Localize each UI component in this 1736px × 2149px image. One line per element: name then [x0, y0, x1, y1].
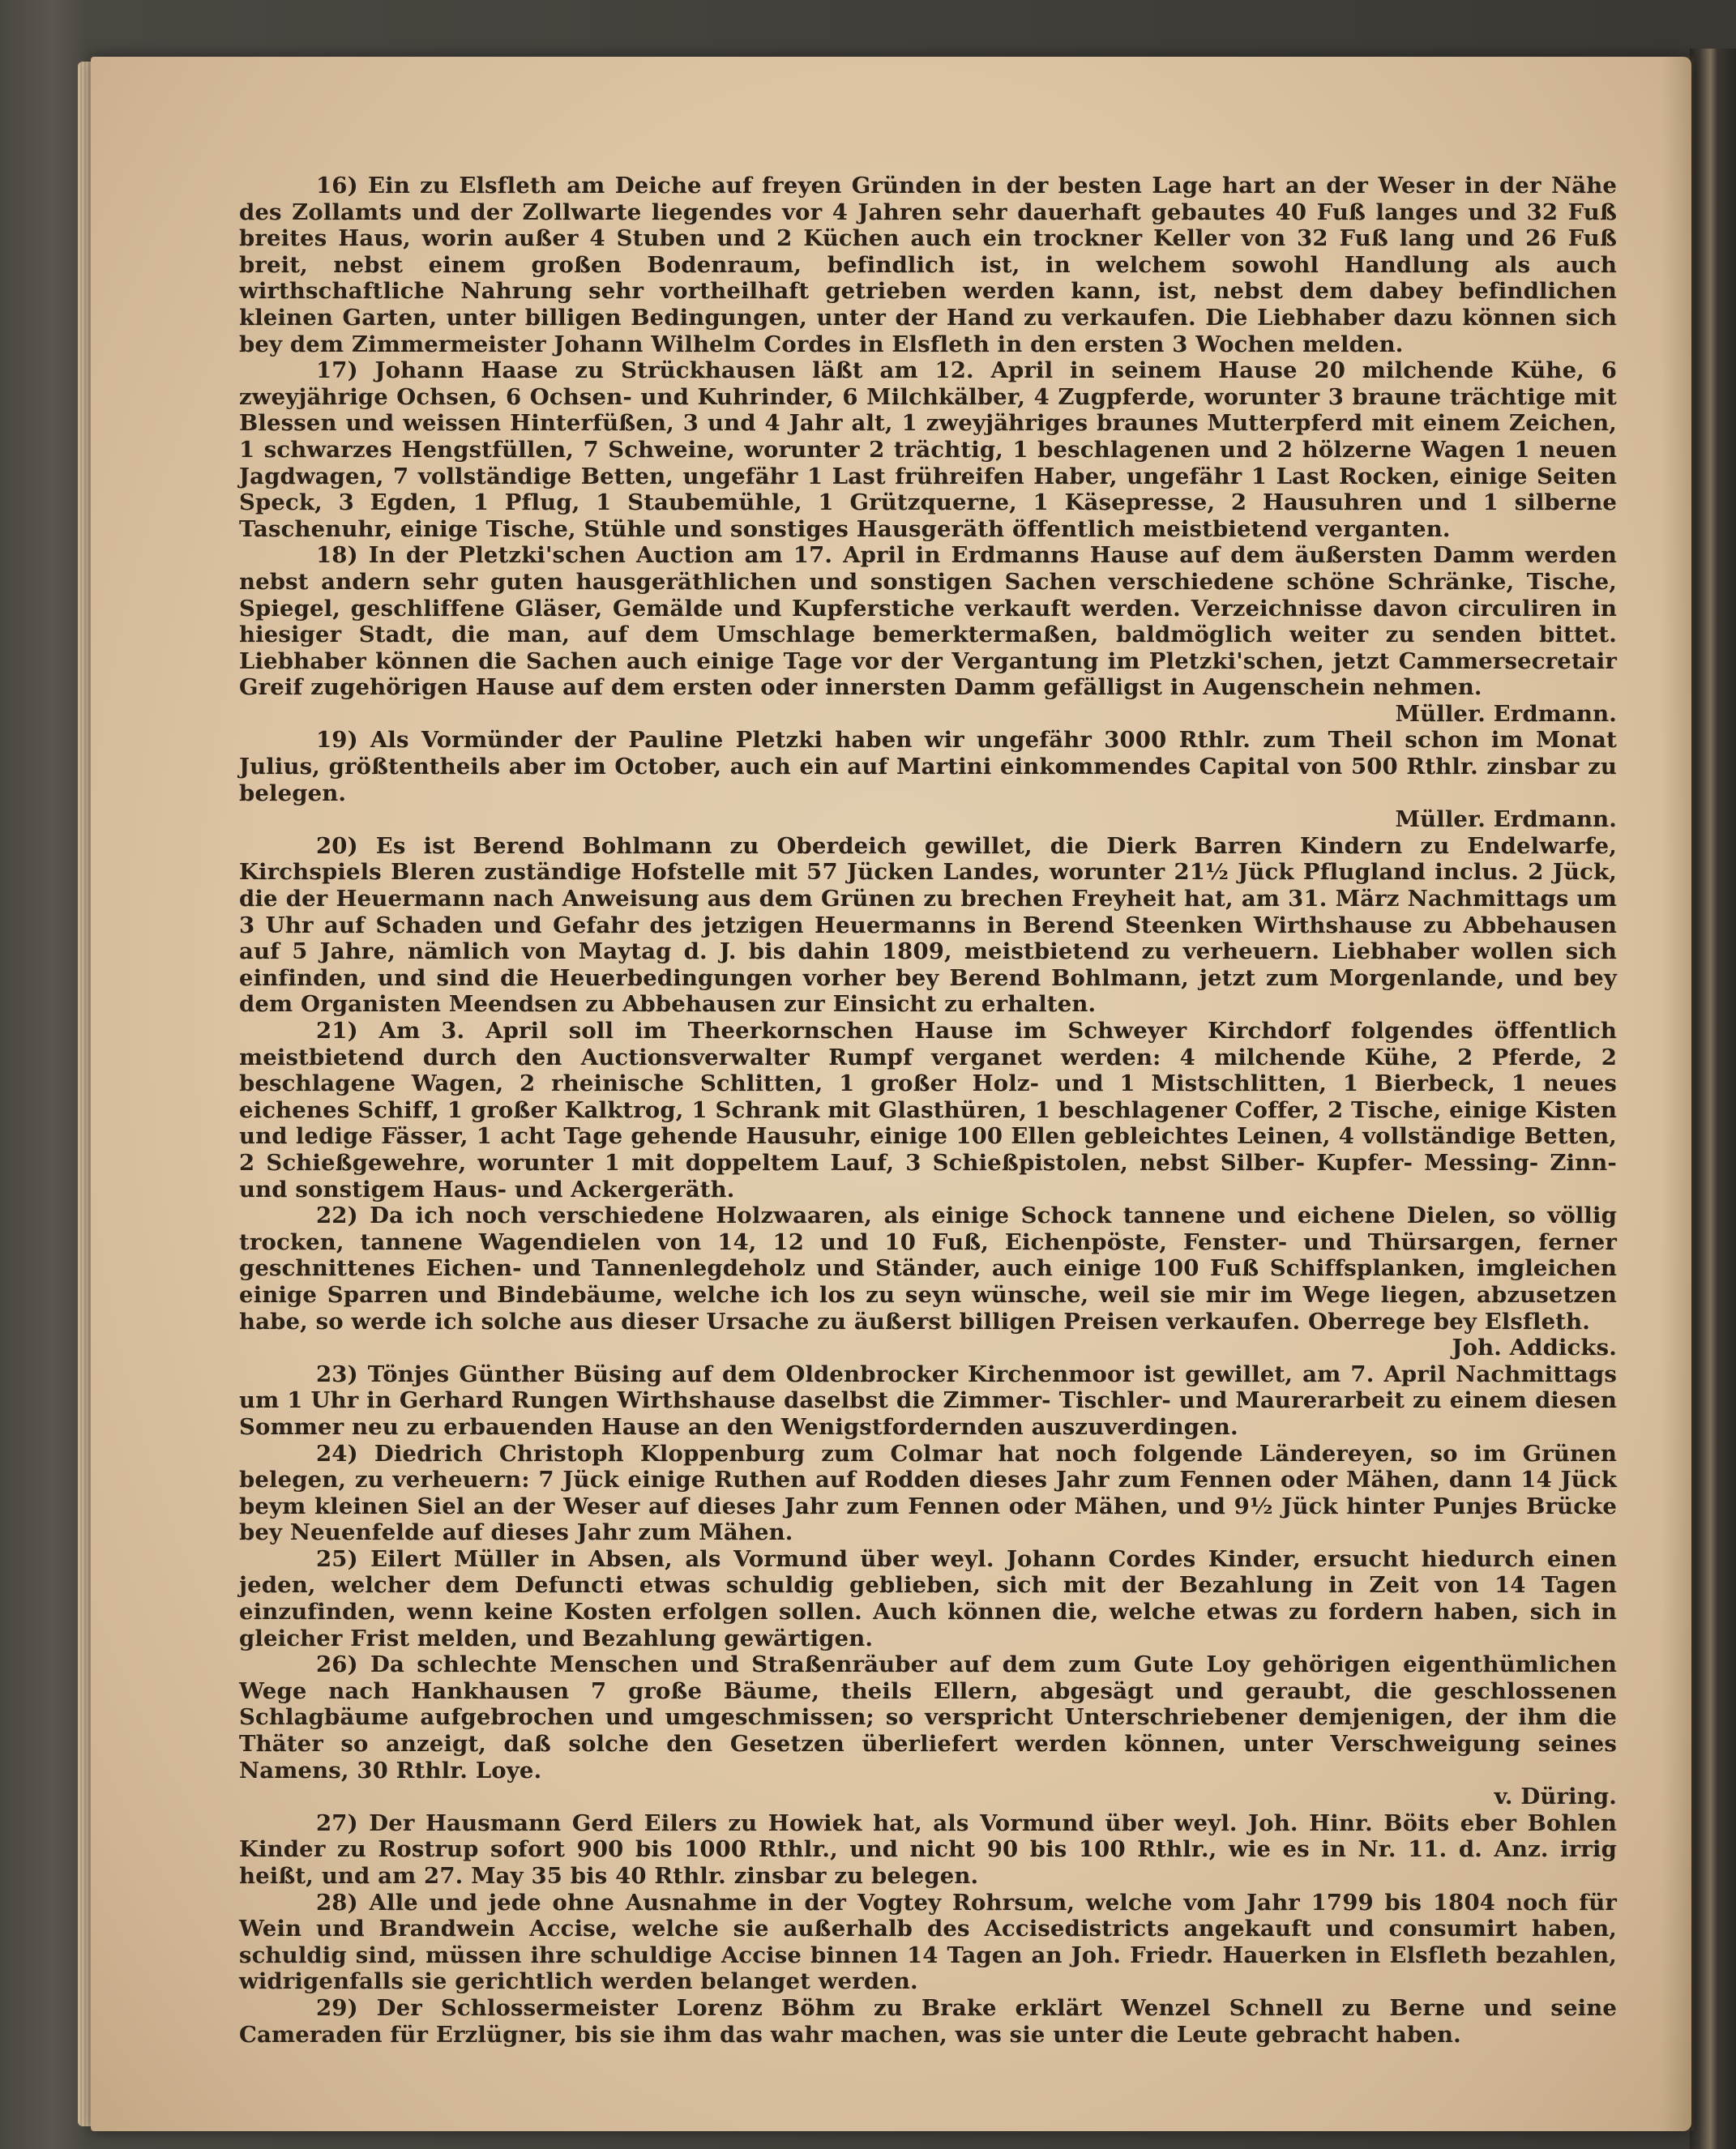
notice-text: 26) Da schlechte Menschen und Straßenräuber auf dem zum Gute Loy gehörigen eigenthümlichen Wege nach Hankhausen 7 große Bäume, theils Ellern, abgesägt und geraubt, die geschlossenen Schlagbäume aufgebrochen und umgeschmissen; so verspricht Unterschriebener demjenigen, der ihm die Thäter so anzeigt, daß solche den Gesetzen überliefert werden können, unter Verschweigung seines Namens, 30 Rthlr. Loye. — [239, 1651, 1617, 1784]
notice-27 — [239, 1810, 1617, 1890]
notice-17 — [239, 357, 1617, 542]
notice-signature: v. Düring. — [1494, 1784, 1617, 1810]
notice-text: 19) Als Vormünder der Pauline Pletzki haben wir ungefähr 3000 Rthlr. zum Theil schon im Monat Julius, größtentheils aber im October, auch ein auf Martini einkommendes Capital von 500 Rthlr. zinsbar zu belegen. — [239, 727, 1617, 806]
notice-text: 18) In der Pletzki'schen Auction am 17. April in Erdmanns Hause auf dem äußersten Damm werden nebst andern sehr guten hausgeräthlichen und sonstigen Sachen verschiedene schöne Schränke, Tische, Spiegel, geschliffene Gläser, Gemälde und Kupferstiche verkauft werden. Verzeichnisse davon circuliren in hiesiger Stadt, die man, auf dem Umschlage bemerktermaßen, baldmöglich weiter zu senden bittet. Liebhaber können die Sachen auch einige Tage vor der Vergantung im Pletzki'schen, jetzt Cammersecretair Greif zugehörigen Hause auf dem ersten oder innersten Damm gefälligst in Augenschein nehmen. — [239, 542, 1617, 701]
facing-page-edge — [1690, 49, 1736, 2149]
notice-24 — [239, 1441, 1617, 1546]
notice-text: 27) Der Hausmann Gerd Eilers zu Howiek hat, als Vormund über weyl. Joh. Hinr. Böits eber Bohlen Kinder zu Rostrup sofort 900 bis 1000 Rthlr., und nicht 90 bis 100 Rthlr., wie es in Nr. 11. d. Anz. irrig heißt, und am 27. May 35 bis 40 Rthlr. zinsbar zu belegen. — [239, 1809, 1617, 1889]
notice-16 — [239, 173, 1617, 357]
notice-text: 16) Ein zu Elsfleth am Deiche auf freyen Gründen in der besten Lage hart an der Weser in der Nähe des Zollamts und der Zollwarte liegendes vor 4 Jahren sehr dauerhaft gebautes 40 Fuß langes und 32 Fuß breites Haus, worin außer 4 Stuben und 2 Küchen auch ein trockner Keller von 32 Fuß lang und 26 Fuß breit, nebst einem großen Bodenraum, befindlich ist, in welchem sowohl Handlung als auch wirthschaftliche Nahrung sehr vortheilhaft getrieben werden kann, ist, nebst dem dabey befindlichen kleinen Garten, unter billigen Bedingungen, unter der Hand zu verkaufen. Die Liebhaber dazu können sich bey dem Zimmermeister Johann Wilhelm Cordes in Elsfleth in den ersten 3 Wochen melden. — [239, 173, 1617, 357]
notice-signature: Müller. Erdmann. — [1395, 700, 1617, 727]
notice-text: 17) Johann Haase zu Strückhausen läßt am 12. April in seinem Hause 20 milchende Kühe, 6 zweyjährige Ochsen, 6 Ochsen- und Kuhrinder, 6 Milchkälber, 4 Zugpferde, worunter 3 braune trächtige mit Blessen und weissen Hinterfüßen, 3 und 4 Jahr alt, 1 zweyjähriges braunes Mutterpferd mit einem Zeichen, 1 schwarzes Hengstfüllen, 7 Schweine, worunter 2 trächtig, 1 beschlagenen und 2 hölzerne Wagen 1 neuen Jagdwagen, 7 vollständige Betten, ungefähr 1 Last frühreifen Haber, ungefähr 1 Last Rocken, einige Seiten Speck, 3 Egden, 1 Pflug, 1 Staubemühle, 1 Grützquerne, 1 Käsepresse, 2 Hausuhren und 1 silberne Taschenuhr, einige Tische, Stühle und sonstiges Hausgeräth öffentlich meistbietend verganten. — [239, 357, 1617, 542]
notice-text: 29) Der Schlossermeister Lorenz Böhm zu Brake erklärt Wenzel Schnell zu Berne und seine Cameraden für Erzlügner, bis sie ihm das wahr machen, was sie unter die Leute gebracht haben. — [239, 1994, 1617, 2048]
notice-text: 24) Diedrich Christoph Kloppenburg zum Colmar hat noch folgende Ländereyen, so im Grünen belegen, zu verheuern: 7 Jück einige Ruthen auf Rodden dieses Jahr zum Fennen oder Mähen, dann 14 Jück beym kleinen Siel an der Weser auf dieses Jahr zum Fennen oder Mähen, und 9½ Jück hinter Punjes Brücke bey Neuenfelde auf dieses Jahr zum Mähen. — [239, 1440, 1617, 1546]
notice-text: 23) Tönjes Günther Büsing auf dem Oldenbrocker Kirchenmoor ist gewillet, am 7. April Nachmittags um 1 Uhr in Gerhard Rungen Wirthshause daselbst die Zimmer- Tischler- und Maurerarbeit zu einem diesen Sommer neu zu erbauenden Hause an den Wenigstfordernden auszuverdingen. — [239, 1361, 1617, 1440]
notice-signature: Müller. Erdmann. — [1395, 806, 1617, 833]
notices-column — [239, 173, 1617, 2048]
notice-text: 25) Eilert Müller in Absen, als Vormund über weyl. Johann Cordes Kinder, ersucht hiedurch einen jeden, welcher dem Defuncti etwas schuldig geblieben, sich mit der Bezahlung in Zeit von 14 Tagen einzufinden, wenn keine Kosten erfolgen sollen. Auch können die, welche etwas zu fordern haben, sich in gleicher Frist melden, und Bezahlung gewärtigen. — [239, 1545, 1617, 1651]
notice-text: 28) Alle und jede ohne Ausnahme in der Vogtey Rohrsum, welche vom Jahr 1799 bis 1804 noch für Wein und Brandwein Accise, welche sie außerhalb des Accisedistricts angekauft und consumirt haben, schuldig sind, müssen ihre schuldige Accise binnen 14 Tagen an Joh. Friedr. Hauerken in Elsfleth bezahlen, widrigenfalls sie gerichtlich werden belanget werden. — [239, 1889, 1617, 1995]
notice-21 — [239, 1018, 1617, 1203]
notice-28 — [239, 1890, 1617, 1995]
binding-gutter — [1661, 57, 1694, 2131]
notice-19 — [239, 727, 1617, 832]
notice-23 — [239, 1361, 1617, 1441]
notice-signature: Joh. Addicks. — [1452, 1335, 1617, 1361]
notice-20 — [239, 833, 1617, 1018]
notice-26 — [239, 1651, 1617, 1810]
notice-25 — [239, 1546, 1617, 1651]
notice-text: 22) Da ich noch verschiedene Holzwaaren, als einige Schock tannene und eichene Dielen, so völlig trocken, tannene Wagendielen von 14, 12 und 10 Fuß, Eichenpöste, Fenster- und Thürsargen, ferner geschnittenes Eichen- und Tannenlegdeholz und Ständer, auch einige 100 Fuß Schiffsplanken, imgleichen einige Sparren und Bindebäume, welche ich los zu seyn wünsche, weil sie mir im Wege liegen, abzusetzen habe, so werde ich solche aus dieser Ursache zu äußerst billigen Preisen verkaufen. Oberrege bey Elsfleth. — [239, 1203, 1617, 1335]
notice-text: 20) Es ist Berend Bohlmann zu Oberdeich gewillet, die Dierk Barren Kindern zu Endelwarfe, Kirchspiels Bleren zuständige Hofstelle mit 57 Jücken Landes, worunter 21½ Jück Pflugland inclus. 2 Jück, die der Heuermann nach Anweisung aus dem Grünen zu brechen Freyheit hat, am 31. März Nachmittags um 3 Uhr auf Schaden und Gefahr des jetzigen Heuermanns in Berend Steenken Wirthshause zu Abbehausen auf 5 Jahre, nämlich von Maytag d. J. bis dahin 1809, meistbietend zu verheuern. Liebhaber wollen sich einfinden, und sind die Heuerbedingungen vorher bey Berend Bohlmann, jetzt zum Morgenlande, und bey dem Organisten Meendsen zu Abbehausen zur Einsicht zu erhalten. — [239, 832, 1617, 1018]
notice-29 — [239, 1995, 1617, 2048]
notice-18 — [239, 542, 1617, 727]
notice-text: 21) Am 3. April soll im Theerkornschen Hause im Schweyer Kirchdorf folgendes öffentlich meistbietend durch den Auctionsverwalter Rumpf verganet werden: 4 milchende Kühe, 2 Pferde, 2 beschlagene Wagen, 2 rheinische Schlitten, 1 großer Holz- und 1 Mistschlitten, 1 Bierbeck, 1 neues eichenes Schiff, 1 großer Kalktrog, 1 Schrank mit Glasthüren, 1 beschlagener Coffer, 2 Tische, einige Kisten und ledige Fässer, 1 acht Tage gehende Hausuhr, einige 100 Ellen gebleichtes Leinen, 4 vollständige Betten, 2 Schießgewehre, worunter 1 mit doppeltem Lauf, 3 Schießpistolen, nebst Silber- Kupfer- Messing- Zinn- und sonstigem Haus- und Ackergeräth. — [239, 1018, 1617, 1203]
notice-22 — [239, 1203, 1617, 1361]
